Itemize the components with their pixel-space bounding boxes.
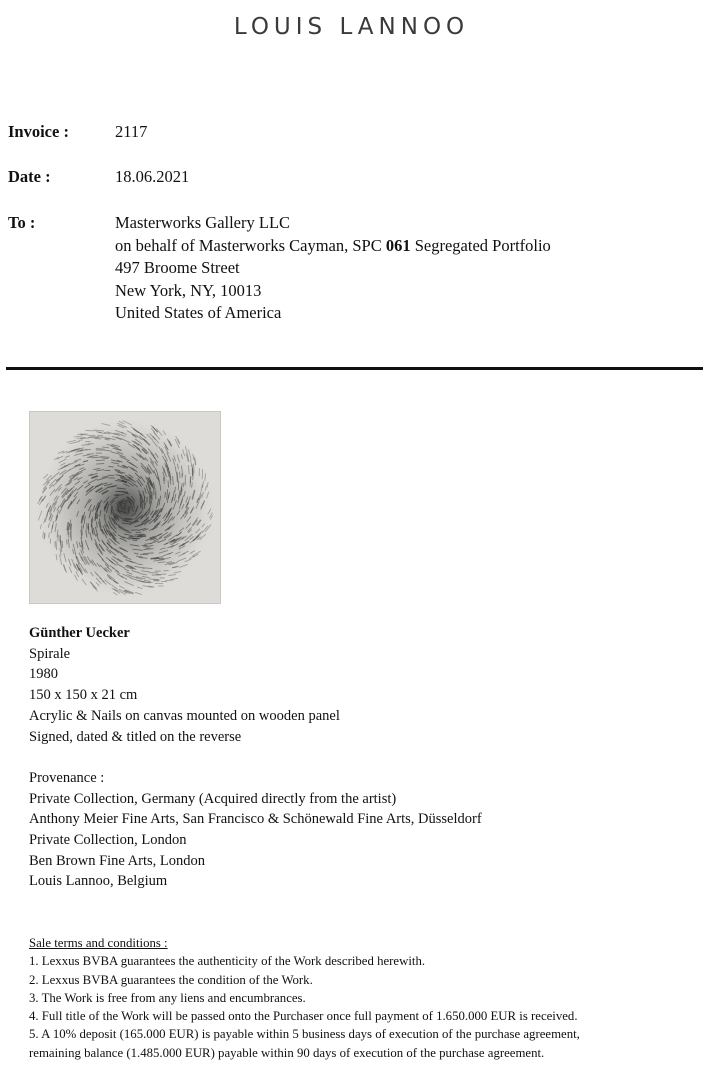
recipient-behalf-post: Segregated Portfolio xyxy=(410,235,551,255)
artwork-dimensions: 150 x 150 x 21 cm xyxy=(29,687,138,704)
recipient-address xyxy=(115,212,551,325)
recipient-city: New York, NY, 10013 xyxy=(115,280,262,300)
provenance-item: Ben Brown Fine Arts, London xyxy=(29,852,206,869)
date-label: Date : xyxy=(8,167,51,186)
provenance-item: Louis Lannoo, Belgium xyxy=(29,873,168,890)
spacer xyxy=(29,747,482,768)
provenance-item: Private Collection, London xyxy=(29,832,187,849)
invoice-number: 2117 xyxy=(115,122,148,141)
recipient-behalf-pre: on behalf of Masterworks Cayman, SPC xyxy=(115,235,386,255)
terms-item: 1. Lexxus BVBA guarantees the authenticity of the Work described herewith. xyxy=(29,954,426,969)
artwork-inscription: Signed, dated & titled on the reverse xyxy=(29,728,242,745)
artwork-title: Spirale xyxy=(29,645,71,662)
recipient-country: United States of America xyxy=(115,303,282,322)
date-value: 18.06.2021 xyxy=(115,167,190,186)
artwork-details xyxy=(29,623,482,892)
terms-item: 3. The Work is free from any liens and encumbrances. xyxy=(29,990,306,1005)
terms-heading: Sale terms and conditions : xyxy=(29,936,168,950)
artwork-image xyxy=(29,411,221,604)
recipient-behalf xyxy=(115,235,551,258)
recipient-street: 497 Broome Street xyxy=(115,258,240,277)
artwork-year: 1980 xyxy=(29,666,58,683)
terms-item: 4. Full title of the Work will be passed onto the Purchaser once full payment of 1.650.000 EUR is received. xyxy=(29,1009,578,1024)
to-label: To : xyxy=(8,213,36,232)
gallery-logo: LOUIS LANNOO xyxy=(233,14,470,40)
provenance-label: Provenance : xyxy=(29,769,105,786)
artwork-medium: Acrylic & Nails on canvas mounted on wooden panel xyxy=(29,707,340,724)
artist-name: Günther Uecker xyxy=(29,625,130,641)
recipient-name: Masterworks Gallery LLC xyxy=(115,213,291,232)
terms-item: 2. Lexxus BVBA guarantees the condition of the Work. xyxy=(29,972,313,987)
sale-terms xyxy=(29,934,580,1062)
provenance-item: Private Collection, Germany (Acquired directly from the artist) xyxy=(29,790,397,807)
terms-item: 5. A 10% deposit (165.000 EUR) is payable within 5 business days of execution of the purchase agreement, xyxy=(29,1027,580,1042)
invoice-label: Invoice : xyxy=(8,122,69,141)
portfolio-number: 061 xyxy=(385,235,411,255)
terms-item: remaining balance (1.485.000 EUR) payable within 90 days of execution of the purchase agreement. xyxy=(29,1045,545,1060)
provenance-item: Anthony Meier Fine Arts, San Francisco & Schönewald Fine Arts, Düsseldorf xyxy=(29,811,482,828)
section-divider xyxy=(6,367,703,370)
